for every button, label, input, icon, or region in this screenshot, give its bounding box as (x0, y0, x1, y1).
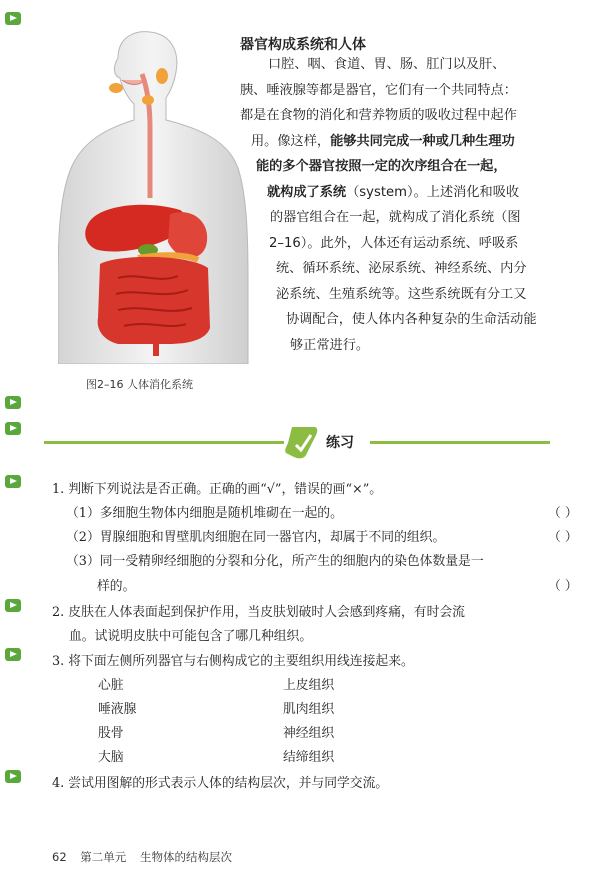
exercise-title: 练习 (326, 435, 354, 451)
margin-marker-icon (5, 12, 21, 25)
question-2-cont: 血。试说明皮肤中可能包含了哪几种组织。 (69, 629, 313, 644)
exercise-icon (284, 425, 320, 459)
page-number: 62 (52, 850, 67, 864)
tissue-item[interactable]: 神经组织 (283, 726, 335, 741)
paragraph-line: 就构成了系统（system）。上述消化和吸收 (267, 185, 520, 200)
exercise-divider (370, 441, 550, 444)
paragraph-line: 够正常进行。 (290, 338, 370, 353)
organ-item[interactable]: 心脏 (98, 678, 124, 693)
tissue-item[interactable]: 上皮组织 (283, 678, 335, 693)
paragraph-line: 用。像这样，能够共同完成一种或几种生理功 (251, 134, 515, 149)
margin-marker-icon (5, 648, 21, 661)
answer-blank[interactable]: （ ） (548, 506, 578, 521)
exercise-divider (44, 441, 284, 444)
question-4: 4. 尝试用图解的形式表示人体的结构层次，并与同学交流。 (52, 776, 389, 791)
answer-blank[interactable]: （ ） (548, 579, 578, 594)
paragraph-line: 胰、唾液腺等都是器官，它们有一个共同特点： (240, 83, 517, 98)
footer-chapter: 生物体的结构层次 (139, 850, 232, 864)
answer-blank[interactable]: （ ） (548, 530, 578, 545)
paragraph-line: 统、循环系统、泌尿系统、神经系统、内分 (276, 261, 527, 276)
paragraph-line: 2–16）。此外，人体还有运动系统、呼吸系 (269, 236, 519, 251)
paragraph-line: 口腔、咽、食道、胃、肠、肛门以及肝、 (268, 57, 506, 72)
page-footer (52, 849, 242, 865)
paragraph-line: 都是在食物的消化和营养物质的吸收过程中起作 (240, 108, 517, 123)
question-1-item-3: （3）同一受精卵经细胞的分裂和分化，所产生的细胞内的染色体数量是一 (66, 554, 484, 569)
paragraph-line: 能的多个器官按照一定的次序组合在一起， (256, 159, 507, 174)
margin-marker-icon (5, 422, 21, 435)
margin-marker-icon (5, 770, 21, 783)
footer-unit: 第二单元 (80, 850, 127, 864)
question-2: 2. 皮肤在人体表面起到保护作用，当皮肤划破时人会感到疼痛，有时会流 (52, 605, 465, 620)
question-1-item-1: （1）多细胞生物体内细胞是随机堆砌在一起的。 (66, 506, 343, 521)
paragraph-line: 协调配合，使人体内各种复杂的生命活动能 (286, 312, 537, 327)
question-1-item-2: （2）胃腺细胞和胃壁肌肉细胞在同一器官内，却属于不同的组织。 (66, 530, 446, 545)
margin-marker-icon (5, 475, 21, 488)
question-1: 1. 判断下列说法是否正确。正确的画“√”，错误的画“×”。 (52, 482, 383, 497)
digestive-system-illustration (58, 28, 250, 364)
section-title: 器官构成系统和人体 (240, 37, 366, 53)
paragraph-line: 的器官组合在一起，就构成了消化系统（图 (270, 210, 521, 225)
margin-marker-icon (5, 396, 21, 409)
organ-item[interactable]: 唾液腺 (98, 702, 137, 717)
tissue-item[interactable]: 肌肉组织 (283, 702, 335, 717)
organ-item[interactable]: 大脑 (98, 750, 124, 765)
question-1-item-3-cont: 样的。 (97, 579, 136, 594)
organ-item[interactable]: 股骨 (98, 726, 124, 741)
figure-caption: 图2–16 人体消化系统 (86, 378, 193, 391)
paragraph-line: 泌系统、生殖系统等。这些系统既有分工又 (276, 287, 527, 302)
question-3: 3. 将下面左侧所列器官与右侧构成它的主要组织用线连接起来。 (52, 654, 414, 669)
margin-marker-icon (5, 599, 21, 612)
tissue-item[interactable]: 结缔组织 (283, 750, 335, 765)
